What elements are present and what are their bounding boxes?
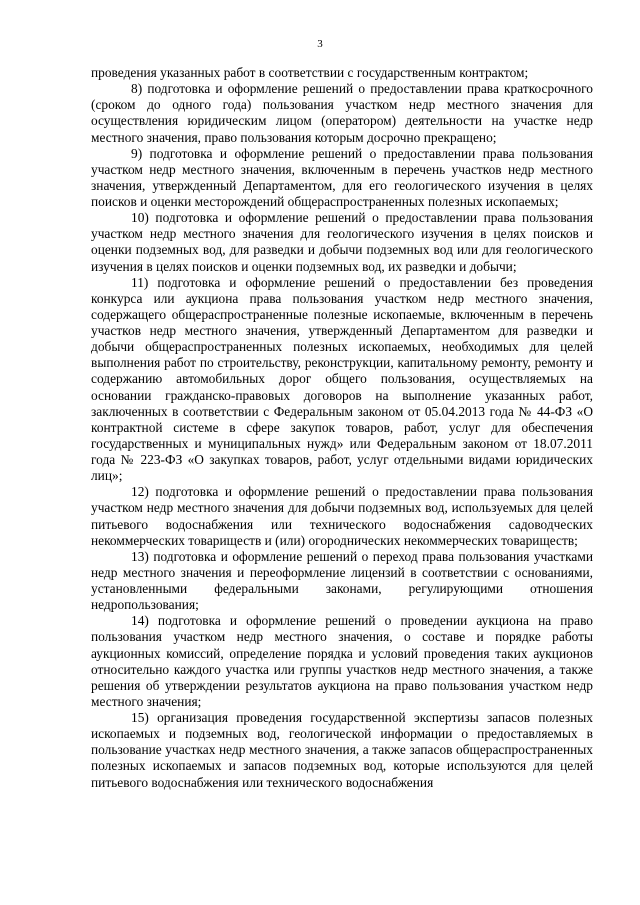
page-number: 3	[317, 38, 323, 50]
paragraph-item-12: 12) подготовка и оформление решений о предоставлении права пользования участком недр местного значения для добычи подземных вод, используемых для целей питьевого водоснабжения или технического водоснабжения садоводческих некоммерческих товариществ и (или) огороднических некоммерческих товариществ;	[91, 484, 593, 548]
paragraph-item-13: 13) подготовка и оформление решений о переход права пользования участками недр местного значения и переоформление лицензий в соответствии с основаниями, установленными федеральными законами, регулирующими отношения недропользования;	[91, 548, 593, 613]
paragraph-item-14: 14) подготовка и оформление решений о проведении аукциона на право пользования участком недр местного значения, о составе и порядке работы аукционных комиссий, определение порядка и условий проведения таких аукционов относительно каждого участка или группы участков недр местного значения, а также решения об утверждении результатов аукциона на право пользования участком недр местного значения;	[91, 613, 593, 709]
paragraph-item-11: 11) подготовка и оформление решений о предоставлении без проведения конкурса или аукциона права пользования участком недр местного значения, содержащего общераспространенные полезные ископаемые, включенным в перечень участков недр местного значения, утвержденный Департаментом для разведки и добычи общераспространенных полезных ископаемых, необходимых для целей выполнения работ по строительству, реконструкции, капитальному ремонту, ремонту и содержанию автомобильных дорог общего пользования, осуществляемых на основании гражданско-правовых договоров на выполнение указанных работ, заключенных в соответствии с Федеральным законом от 05.04.2013 года № 44-ФЗ «О контрактной системе в сфере закупок товаров, работ, услуг для обеспечения государственных и муниципальных нужд» или Федеральным законом от 18.07.2011 года № 223-ФЗ «О закупках товаров, работ, услуг отдельными видами юридических лиц»;	[91, 274, 593, 484]
document-body	[91, 65, 593, 791]
paragraph-continuation: проведения указанных работ в соответствии с государственным контрактом;	[91, 65, 529, 80]
paragraph-item-15: 15) организация проведения государственной экспертизы запасов полезных ископаемых и подземных вод, геологической информации о предоставляемых в пользование участках недр местного значения, а также запасов общераспространенных полезных ископаемых и запасов подземных вод, которые используются для целей питьевого водоснабжения или технического водоснабжения	[91, 710, 593, 790]
paragraph-item-8: 8) подготовка и оформление решений о предоставлении права краткосрочного (сроком до одного года) пользования участком недр местного значения для осуществления юридическим лицом (оператором) деятельности на участке недр местного значения, право пользования которым досрочно прекращено;	[91, 81, 593, 145]
paragraph-item-9: 9) подготовка и оформление решений о предоставлении права пользования участком недр местного значения, включенным в перечень участков недр местного значения, утвержденный Департаментом, для его геологического изучения в целях поисков и оценки месторождений общераспространенных полезных ископаемых;	[91, 145, 593, 209]
paragraph-item-10: 10) подготовка и оформление решений о предоставлении права пользования участком недр местного значения для геологического изучения в целях поисков и оценки подземных вод, для разведки и добычи подземных вод или для геологического изучения в целях поисков и оценки подземных вод, их разведки и добычи;	[91, 210, 593, 274]
